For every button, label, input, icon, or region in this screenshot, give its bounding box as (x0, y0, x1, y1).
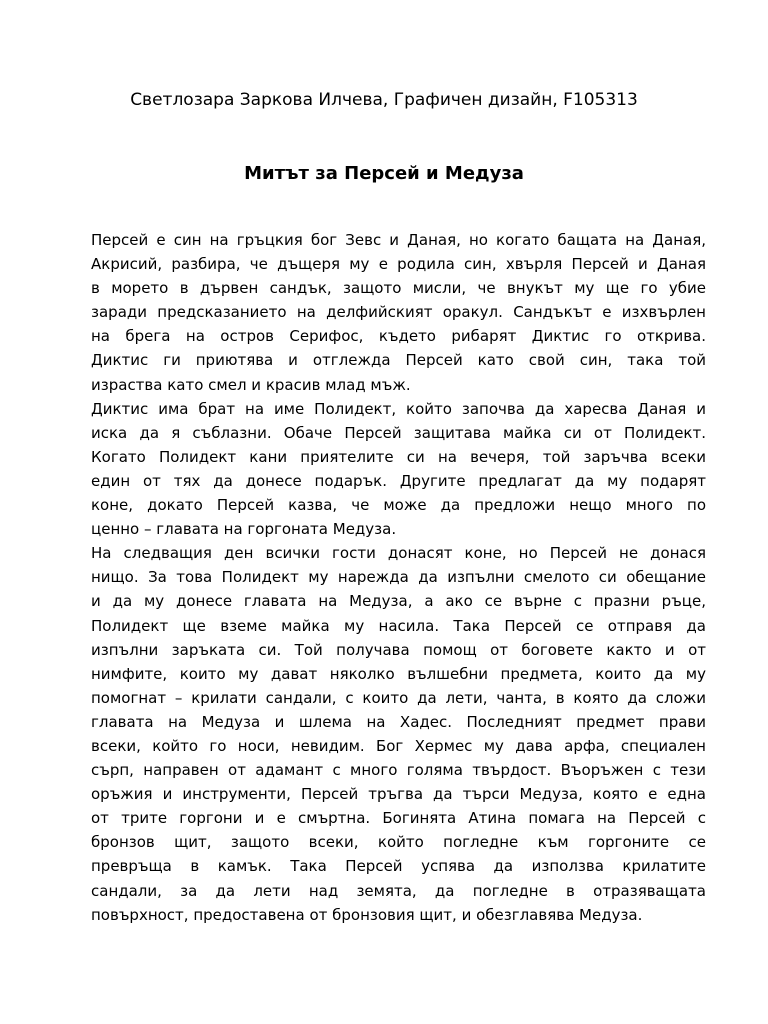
text-line: нимфите, които му дават няколко вълшебни предмета, които да му (91, 664, 706, 683)
text-line: Когато Полидект кани приятелите си на вечеря, той заръчва всеки (91, 447, 706, 466)
text-line: Акрисий, разбира, че дъщеря му е родила син, хвърля Персей и Даная (91, 255, 706, 274)
text-line: изпълни заръката си. Той получава помощ от боговете както и от (91, 640, 706, 659)
text-line: Персей е син на гръцкия бог Зевс и Даная, но когато бащата на Даная, (91, 231, 706, 249)
body-text (91, 228, 706, 927)
text-line: заради предсказанието на делфийският оракул. Сандъкът е изхвърлен (91, 303, 706, 322)
text-line: сандали, за да лети над земята, да погледне в отразяващата (91, 881, 706, 900)
author-line: Светлозара Заркова Илчева, Графичен дизайн, F105313 (130, 90, 638, 110)
text-line: сърп, направен от адамант с много голяма твърдост. Въоръжен с тези (91, 761, 706, 780)
text-line: Диктис има брат на име Полидект, който започва да харесва Даная и (91, 399, 706, 418)
text-line: коне, докато Персей казва, че може да предложи нещо много по (91, 496, 706, 515)
text-line: израства като смел и красив млад мъж. (91, 375, 411, 394)
text-line: главата на Медуза и шлема на Хадес. Последният предмет прави (91, 712, 706, 731)
document-title: Митът за Персей и Медуза (244, 163, 524, 184)
text-line: на брега на остров Серифос, където рибарят Диктис го открива. (91, 327, 706, 346)
text-line: превръща в камък. Така Персей успява да използва крилатите (91, 857, 706, 876)
text-line: помогнат – крилати сандали, с които да лети, чанта, в която да сложи (91, 688, 706, 707)
text-line: и да му донесе главата на Медуза, а ако се върне с празни ръце, (91, 592, 706, 611)
text-line: нищо. За това Полидект му нарежда да изпълни смелото си обещание (91, 568, 706, 587)
text-line: бронзов щит, защото всеки, който погледне към горгоните се (91, 833, 706, 852)
text-line: иска да я съблазни. Обаче Персей защитава майка си от Полидект. (91, 423, 706, 442)
text-line: всеки, който го носи, невидим. Бог Хермес му дава арфа, специален (91, 736, 706, 755)
text-line: повърхност, предоставена от бронзовия щит, и обезглавява Медуза. (91, 905, 643, 924)
text-line: в морето в дървен сандък, защото мисли, че внукът му ще го убие (91, 279, 706, 298)
text-line: ценно – главата на горгоната Медуза. (91, 520, 397, 539)
text-line: оръжия и инструменти, Персей тръгва да търси Медуза, която е една (91, 785, 706, 804)
text-line: един от тях да донесе подарък. Другите предлагат да му подарят (91, 471, 706, 490)
text-line: На следващия ден всички гости донасят коне, но Персей не донася (91, 544, 706, 563)
text-line: от трите горгони и е смъртна. Богинята Атина помага на Персей с (91, 809, 706, 828)
text-line: Диктис ги приютява и отглежда Персей като свой син, така той (91, 351, 706, 370)
text-line: Полидект ще вземе майка му насила. Така Персей се отправя да (91, 616, 706, 635)
